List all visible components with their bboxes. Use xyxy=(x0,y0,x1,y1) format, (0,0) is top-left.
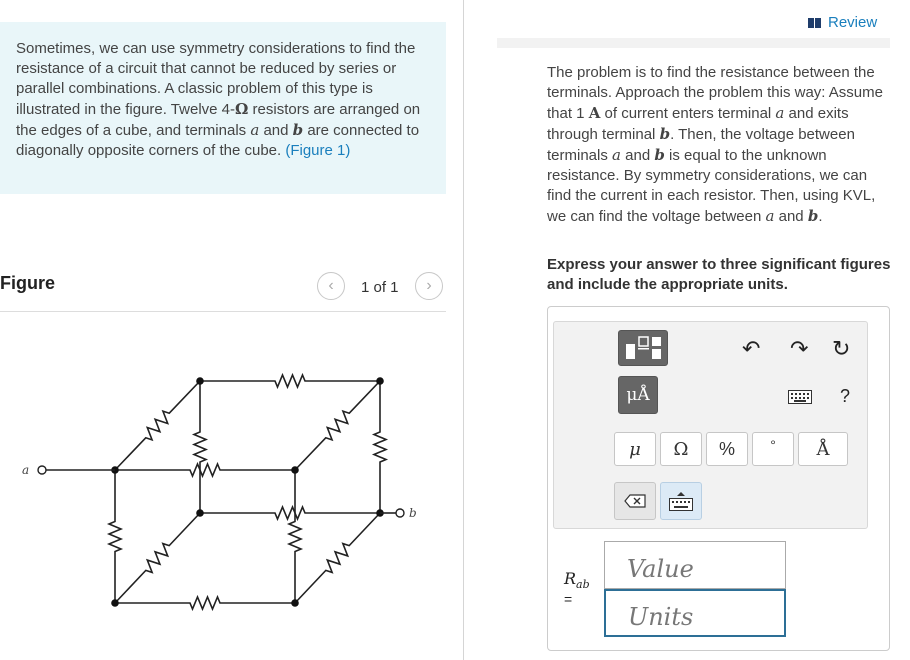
instr-a2: a xyxy=(612,146,621,164)
reset-icon[interactable]: ↻ xyxy=(832,336,851,361)
node-bbl xyxy=(196,509,204,517)
backspace-icon xyxy=(624,494,646,508)
instr-p8: . xyxy=(818,208,823,225)
instr-a: a xyxy=(775,104,785,122)
figure-title: Figure xyxy=(0,273,56,293)
keypad-button[interactable] xyxy=(660,482,702,520)
percent-button[interactable] xyxy=(706,432,748,466)
angstrom-button[interactable] xyxy=(798,432,848,466)
problem-text-2: resistors are arranged on the edges of a cube, and terminals xyxy=(16,101,421,139)
column-divider xyxy=(463,0,464,660)
review-link[interactable] xyxy=(808,14,877,31)
mu-button[interactable] xyxy=(614,432,656,466)
units-button[interactable] xyxy=(618,376,658,414)
resistor-edge-8 xyxy=(374,381,386,513)
value-input[interactable] xyxy=(604,541,786,589)
ohm-symbol: Ω xyxy=(235,100,249,118)
terminal-a-label: a xyxy=(22,463,30,477)
instr-p4: . Then, the voltage between terminals xyxy=(547,126,855,164)
angstrom-label: Å xyxy=(816,438,830,460)
degree-button[interactable] xyxy=(752,432,794,466)
degree-label: ° xyxy=(770,437,776,453)
resistance-label xyxy=(564,569,590,591)
next-figure-button[interactable] xyxy=(415,272,443,300)
undo-icon[interactable]: ↶ xyxy=(742,336,761,361)
ohm-label: Ω xyxy=(673,438,689,460)
instr-b: b xyxy=(659,125,671,143)
review-bars-icon xyxy=(808,17,822,29)
instr-amp: A xyxy=(588,104,601,122)
math-toolbar xyxy=(553,321,868,529)
instr-b3: b xyxy=(807,207,819,225)
node-btl xyxy=(196,377,204,385)
figure-divider xyxy=(0,311,446,312)
terminal-b-label: b xyxy=(409,506,417,520)
percent-label: % xyxy=(718,438,735,459)
keyboard-icon[interactable] xyxy=(788,390,812,404)
problem-text-and: and xyxy=(259,122,293,139)
instr-p5: and xyxy=(620,147,655,164)
resistor-edge-11 xyxy=(115,513,200,603)
resistor-edge-12 xyxy=(295,513,380,603)
terminal-a-text: a xyxy=(250,121,260,139)
resistor-edge-10 xyxy=(295,381,380,470)
resistance-label-sub: ab xyxy=(576,578,590,592)
chevron-right-icon: › xyxy=(426,277,432,294)
review-label: Review xyxy=(828,14,878,31)
answer-panel xyxy=(547,306,890,651)
instructions-emphasis: Express your answer to three significant figures and include the appropriate units. xyxy=(547,256,891,293)
backspace-button[interactable] xyxy=(614,482,656,520)
ohm-button[interactable] xyxy=(660,432,702,466)
resistor-edge-6 xyxy=(289,470,301,603)
terminal-a-circle xyxy=(38,466,46,474)
header-strip xyxy=(497,38,890,48)
instr-p6: is equal to the unknown resistance. By symmetry considerations, we can find the current in each resistor. Then, using KVL, we can find the voltage between xyxy=(547,147,876,225)
resistance-label-main: R xyxy=(564,569,577,588)
node-btr xyxy=(376,377,384,385)
terminal-b-text: b xyxy=(292,121,304,139)
units-button-label: μÅ xyxy=(626,385,650,405)
figure-page-counter: 1 of 1 xyxy=(361,279,399,296)
instr-p3: and exits through terminal xyxy=(547,105,849,143)
terminal-b-circle xyxy=(396,509,404,517)
units-input[interactable] xyxy=(604,589,786,637)
templates-button[interactable] xyxy=(618,330,668,366)
instr-b2: b xyxy=(654,146,665,164)
instr-p1: The problem is to find the resistance between the terminals. Approach the problem this way: Assume that 1 xyxy=(547,64,883,122)
node-fbr xyxy=(291,599,299,607)
figure-link[interactable]: (Figure 1) xyxy=(285,142,351,159)
resistor-edge-7 xyxy=(194,381,206,513)
node-ftr xyxy=(291,466,299,474)
resistor-edge-3 xyxy=(200,375,380,387)
resistor-cube-figure xyxy=(20,355,440,625)
mu-label: μ xyxy=(629,438,641,460)
instructions-text xyxy=(547,63,892,227)
chevron-left-icon: ‹ xyxy=(328,277,334,294)
resistor-edge-4 xyxy=(200,507,380,519)
problem-text-3: are connected to diagonally opposite corners of the cube. xyxy=(16,122,420,159)
problem-statement xyxy=(0,22,446,194)
resistor-edge-2 xyxy=(115,597,295,609)
resistor-edge-1 xyxy=(115,464,295,476)
instr-p7: and xyxy=(774,208,808,225)
instr-a3: a xyxy=(765,207,775,225)
resistor-edge-5 xyxy=(109,470,121,603)
resistor-edge-9 xyxy=(115,381,200,470)
instr-p2: of current enters terminal xyxy=(600,105,776,122)
node-fbl xyxy=(111,599,119,607)
prev-figure-button[interactable] xyxy=(317,272,345,300)
keypad-icon xyxy=(669,491,693,511)
equals-sign: = xyxy=(564,591,573,607)
redo-icon[interactable]: ↷ xyxy=(790,336,809,361)
problem-text-1: Sometimes, we can use symmetry considerations to find the resistance of a circuit that cannot be reduced by series or parallel combinations. A classic problem of this type is illustrated in the figure. Twelve 4- xyxy=(16,40,416,118)
help-icon[interactable]: ? xyxy=(840,386,851,406)
templates-icon xyxy=(623,334,663,362)
